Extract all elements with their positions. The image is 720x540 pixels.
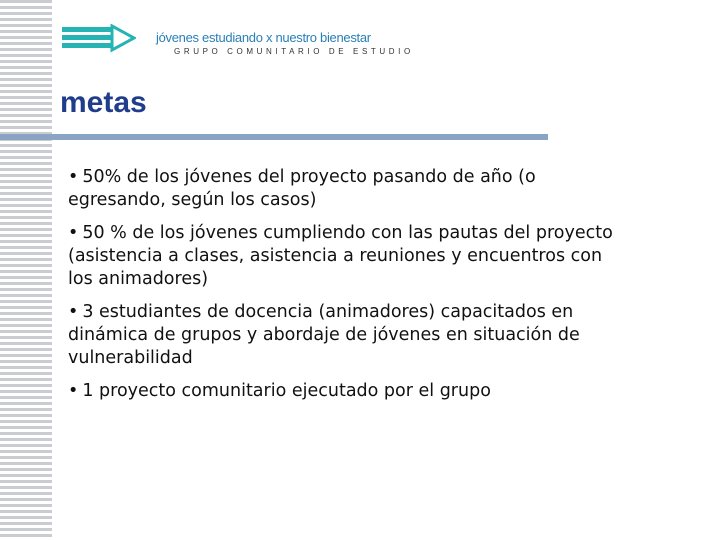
- bullet-text: 50% de los jóvenes del proyecto pasando de año (o egresando, según los casos): [68, 167, 536, 210]
- bullet-text: 3 estudiantes de docencia (animadores) capacitados en dinámica de grupos y abordaje de jóvenes en situación de vulnerabilidad: [68, 302, 580, 368]
- bullet-dot: •: [68, 223, 79, 243]
- title-underline: [0, 134, 548, 140]
- bullet-dot: •: [68, 167, 79, 187]
- bullet-item: [68, 301, 628, 370]
- logo: [60, 0, 414, 80]
- bullet-dot: •: [68, 381, 79, 401]
- logo-subtitle: GRUPO COMUNITARIO DE ESTUDIO: [174, 47, 414, 56]
- bullet-item: [68, 222, 628, 291]
- bullet-list: [68, 166, 628, 413]
- logo-text: jóvenes estudiando x nuestro bienestar: [156, 30, 371, 45]
- bullet-text: 50 % de los jóvenes cumpliendo con las pautas del proyecto (asistencia a clases, asistencia a reuniones y encuentros con los animadores): [68, 223, 613, 289]
- bullet-item: [68, 380, 628, 403]
- bullet-text: 1 proyecto comunitario ejecutado por el grupo: [82, 381, 491, 401]
- decorative-stripes: [0, 0, 52, 540]
- bullet-item: [68, 166, 628, 212]
- slide-title: metas: [60, 86, 147, 119]
- pencil-icon: [62, 24, 136, 56]
- bullet-dot: •: [68, 302, 79, 322]
